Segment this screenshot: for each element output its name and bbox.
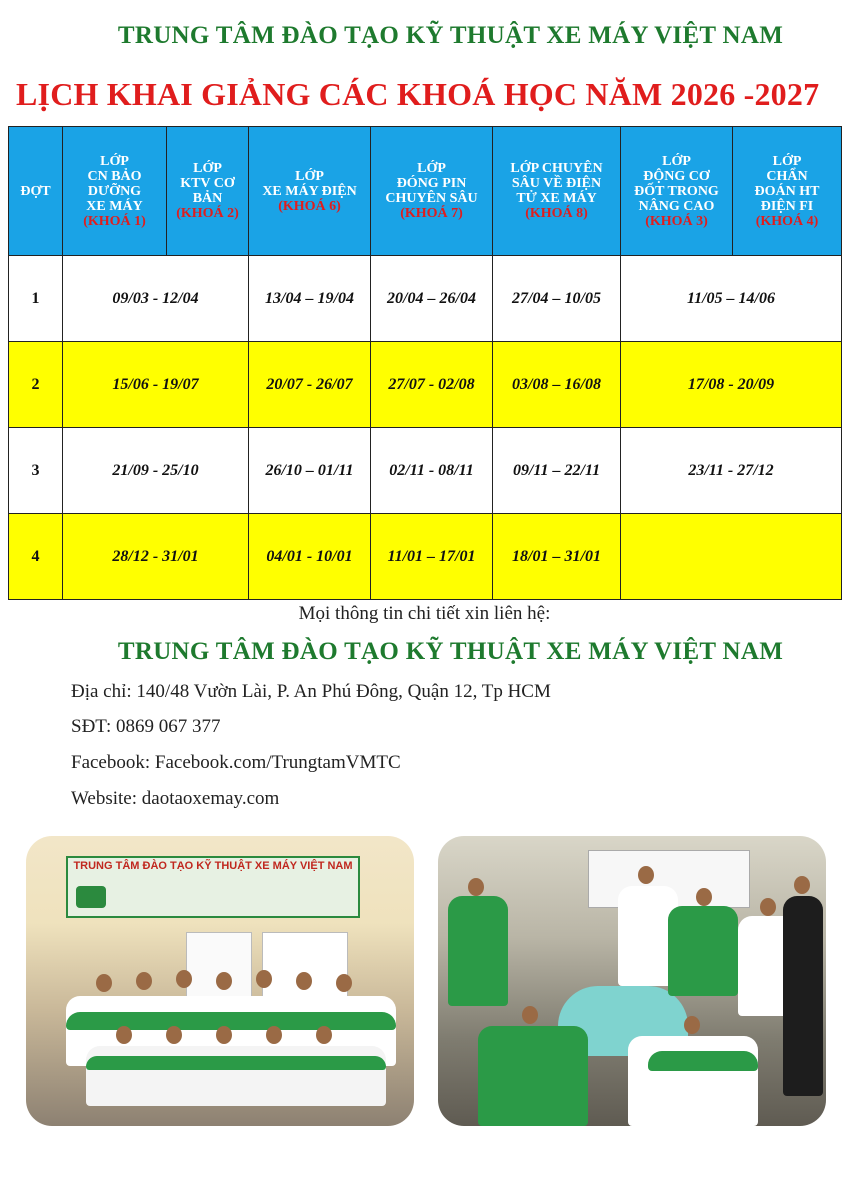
course-code: (KHOÁ 8) bbox=[525, 206, 588, 221]
date-course-6: 13/04 – 19/04 bbox=[249, 256, 371, 342]
column-header-line: CN BẢO bbox=[87, 168, 142, 184]
student-head bbox=[468, 878, 484, 896]
column-header-line: DƯỠNG bbox=[87, 183, 142, 199]
students-front-row bbox=[86, 1046, 386, 1106]
column-header-line: NÂNG CAO bbox=[638, 198, 715, 214]
logo-icon bbox=[76, 886, 106, 908]
column-header-line: LỚP bbox=[295, 168, 324, 184]
student-head bbox=[266, 1026, 282, 1044]
student-head bbox=[176, 970, 192, 988]
date-course-7: 02/11 - 08/11 bbox=[371, 428, 493, 514]
contact-intro: Mọi thông tin chi tiết xin liên hệ: bbox=[298, 603, 551, 624]
column-header-line: LỚP bbox=[193, 161, 222, 176]
course-code: (KHOÁ 7) bbox=[400, 206, 463, 221]
date-course-8: 03/08 – 16/08 bbox=[493, 342, 621, 428]
date-course-6: 26/10 – 01/11 bbox=[249, 428, 371, 514]
column-header-line: CHUYÊN SÂU bbox=[385, 191, 478, 206]
column-header-line: ĐOÁN HT bbox=[754, 183, 820, 199]
table-header-row bbox=[9, 127, 842, 256]
instructor bbox=[783, 896, 823, 1096]
student-head bbox=[136, 972, 152, 990]
facebook-text: Facebook: Facebook.com/TrungtamVMTC bbox=[71, 752, 401, 773]
banner-title: TRUNG TÂM ĐÀO TẠO KỸ THUẬT XE MÁY VIỆT NAM bbox=[73, 860, 353, 872]
student-standing bbox=[668, 906, 738, 996]
student-head bbox=[522, 1006, 538, 1024]
date-course-1-2: 15/06 - 19/07 bbox=[63, 342, 249, 428]
date-course-7: 27/07 - 02/08 bbox=[371, 342, 493, 428]
column-header-7 bbox=[733, 127, 842, 256]
date-course-7: 20/04 – 26/04 bbox=[371, 256, 493, 342]
date-course-3-4 bbox=[621, 514, 842, 600]
column-header-5 bbox=[493, 127, 621, 256]
column-header-2 bbox=[167, 127, 249, 256]
students-shirt-band bbox=[66, 1012, 396, 1030]
date-course-1-2: 28/12 - 31/01 bbox=[63, 514, 249, 600]
student-head bbox=[638, 866, 654, 884]
workshop-photo bbox=[438, 836, 826, 1126]
column-header-6 bbox=[621, 127, 733, 256]
date-course-3-4: 11/05 – 14/06 bbox=[621, 256, 842, 342]
student-head bbox=[696, 888, 712, 906]
column-header-line: ĐÓNG PIN bbox=[396, 176, 467, 191]
column-header-line: TỬ XE MÁY bbox=[516, 191, 597, 206]
student-head bbox=[166, 1026, 182, 1044]
table-row bbox=[9, 428, 842, 514]
column-header-line: ĐIỆN FI bbox=[760, 198, 814, 214]
course-code: (KHOÁ 4) bbox=[755, 213, 819, 229]
student-seated bbox=[478, 1026, 588, 1126]
column-header-1 bbox=[63, 127, 167, 256]
column-header-line: XE MÁY ĐIỆN bbox=[262, 183, 357, 199]
org-name-contact: TRUNG TÂM ĐÀO TẠO KỸ THUẬT XE MÁY VIỆT NAM bbox=[117, 638, 784, 665]
student-head bbox=[296, 972, 312, 990]
table-body bbox=[9, 256, 842, 600]
round-number: 4 bbox=[9, 514, 63, 600]
students-front-band bbox=[86, 1056, 386, 1070]
student-head bbox=[684, 1016, 700, 1034]
round-number: 1 bbox=[9, 256, 63, 342]
date-course-1-2: 21/09 - 25/10 bbox=[63, 428, 249, 514]
column-header-line: ĐỘNG CƠ bbox=[643, 168, 710, 184]
column-header-line: LỚP bbox=[662, 153, 691, 169]
date-course-6: 04/01 - 10/01 bbox=[249, 514, 371, 600]
course-code: (KHOÁ 2) bbox=[176, 206, 239, 221]
column-header-line: LỚP CHUYÊN bbox=[510, 161, 603, 176]
column-header-line: ĐỐT TRONG bbox=[634, 183, 719, 199]
class-group-photo bbox=[26, 836, 414, 1126]
org-name-header: TRUNG TÂM ĐÀO TẠO KỸ THUẬT XE MÁY VIỆT NAM bbox=[117, 22, 784, 49]
round-number: 3 bbox=[9, 428, 63, 514]
round-number: 2 bbox=[9, 342, 63, 428]
student-head bbox=[216, 972, 232, 990]
classroom-banner bbox=[66, 856, 360, 918]
student-standing bbox=[448, 896, 508, 1006]
column-header-line: LỚP bbox=[772, 153, 802, 169]
column-header-line: SÂU VỀ ĐIỆN bbox=[511, 176, 602, 191]
student-head bbox=[216, 1026, 232, 1044]
column-header-line: LỚP bbox=[417, 161, 446, 176]
course-code: (KHOÁ 6) bbox=[278, 198, 341, 214]
table-row bbox=[9, 256, 842, 342]
date-course-3-4: 23/11 - 27/12 bbox=[621, 428, 842, 514]
date-course-8: 18/01 – 31/01 bbox=[493, 514, 621, 600]
column-header-line: LỚP bbox=[100, 153, 129, 169]
website-text: Website: daotaoxemay.com bbox=[71, 788, 280, 809]
student-head bbox=[256, 970, 272, 988]
column-header-0 bbox=[9, 127, 63, 256]
date-course-3-4: 17/08 - 20/09 bbox=[621, 342, 842, 428]
column-header-line: KTV CƠ bbox=[180, 176, 235, 191]
student-head bbox=[316, 1026, 332, 1044]
student-head bbox=[96, 974, 112, 992]
address-text: Địa chỉ: 140/48 Vườn Lài, P. An Phú Đông, Quận 12, Tp HCM bbox=[71, 681, 551, 702]
table-row bbox=[9, 342, 842, 428]
student-seated bbox=[628, 1036, 758, 1126]
column-header-line: CHẨN bbox=[766, 168, 808, 184]
date-course-7: 11/01 – 17/01 bbox=[371, 514, 493, 600]
date-course-8: 09/11 – 22/11 bbox=[493, 428, 621, 514]
column-header-line: ĐỢT bbox=[20, 183, 51, 199]
phone-text: SĐT: 0869 067 377 bbox=[71, 716, 221, 737]
schedule-table bbox=[8, 126, 842, 600]
column-header-line: BẢN bbox=[192, 191, 223, 206]
table-row bbox=[9, 514, 842, 600]
course-code: (KHOÁ 1) bbox=[83, 213, 146, 229]
instructor-head bbox=[794, 876, 810, 894]
student-head bbox=[336, 974, 352, 992]
date-course-1-2: 09/03 - 12/04 bbox=[63, 256, 249, 342]
course-code: (KHOÁ 3) bbox=[645, 213, 708, 229]
schedule-title: LỊCH KHAI GIẢNG CÁC KHOÁ HỌC NĂM 2026 -2027 bbox=[16, 76, 820, 112]
column-header-line: XE MÁY bbox=[86, 198, 143, 214]
projector-screen bbox=[262, 932, 348, 1004]
student-head bbox=[116, 1026, 132, 1044]
date-course-6: 20/07 - 26/07 bbox=[249, 342, 371, 428]
student-head bbox=[760, 898, 776, 916]
column-header-4 bbox=[371, 127, 493, 256]
date-course-8: 27/04 – 10/05 bbox=[493, 256, 621, 342]
student-shirt-band bbox=[648, 1051, 758, 1071]
column-header-3 bbox=[249, 127, 371, 256]
